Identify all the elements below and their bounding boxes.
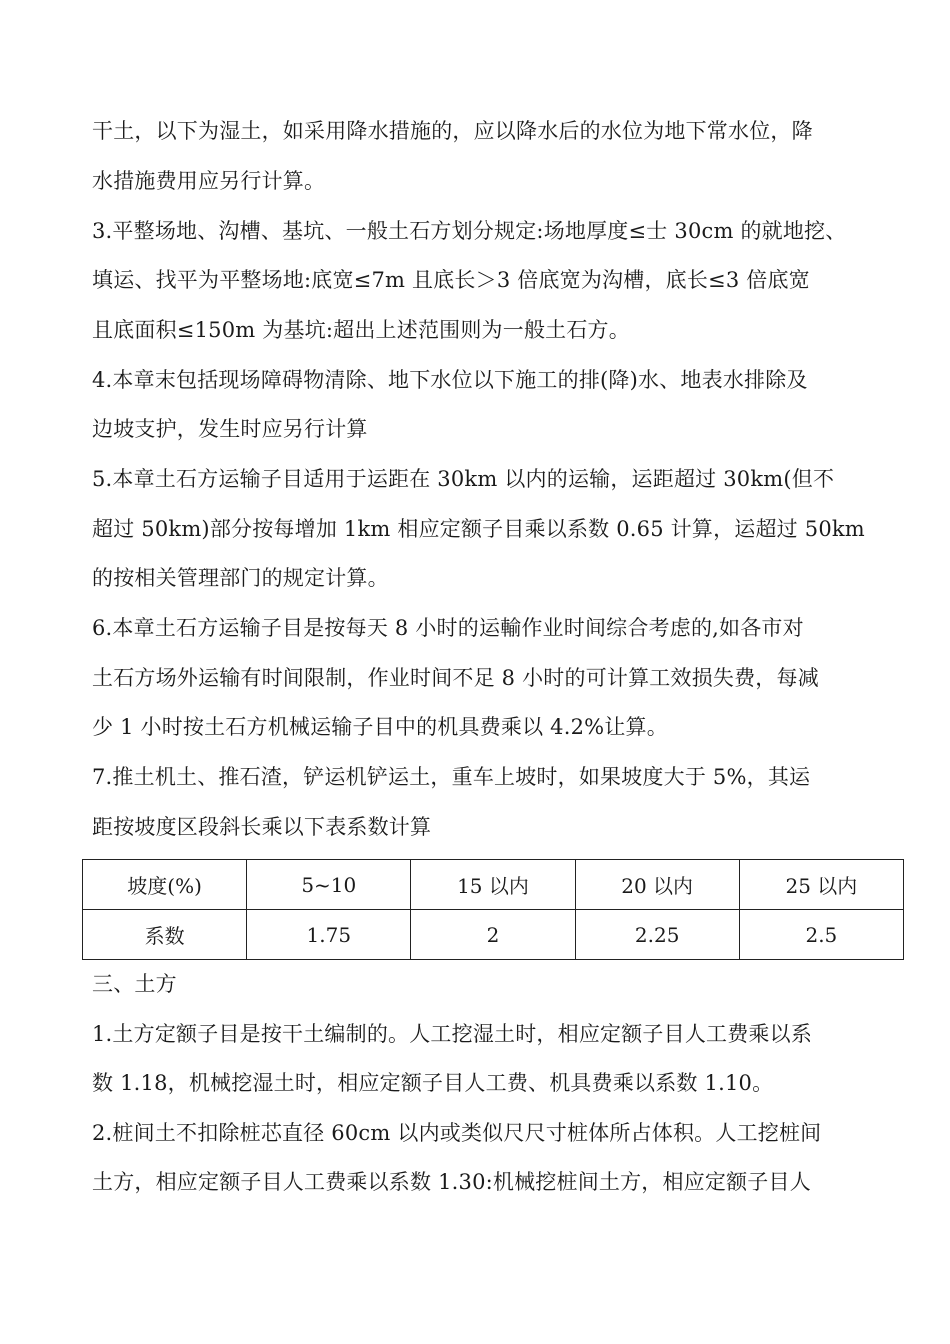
- paragraph-line: 少 1 小时按土石方机械运输子目中的机具费乘以 4.2%让算。: [92, 715, 668, 739]
- table-cell: 坡度(%): [83, 860, 247, 910]
- paragraph-line: 6.本章土石方运输子目是按每天 8 小时的运輸作业时间综合考虑的,如各市对: [92, 616, 804, 640]
- table-cell: 系数: [83, 910, 247, 960]
- table-cell: 20 以内: [575, 860, 739, 910]
- paragraph-line: 填运、找平为平整场地:底宽≤7m 且底长＞3 倍底宽为沟槽，底长≤3 倍底宽: [92, 268, 810, 292]
- slope-coefficient-table: [82, 859, 904, 960]
- table-cell: 2.5: [739, 910, 903, 960]
- paragraph-line: 7.推土机土、推石渣，铲运机铲运土，重车上坡时，如果坡度大于 5%，其运: [92, 765, 811, 789]
- paragraph-line: 1.土方定额子目是按干土编制的。人工挖湿土时，相应定额子目人工费乘以系: [92, 1022, 813, 1046]
- table-cell: 2.25: [575, 910, 739, 960]
- paragraph-line: 的按相关管理部门的规定计算。: [92, 566, 389, 590]
- paragraph-line: 土方，相应定额子目人工费乘以系数 1.30:机械挖桩间土方，相应定额子目人: [92, 1170, 811, 1194]
- paragraph-line: 水措施费用应另行计算。: [92, 169, 326, 193]
- table-cell: 25 以内: [739, 860, 903, 910]
- paragraph-line: 距按坡度区段斜长乘以下表系数计算: [92, 815, 432, 839]
- table-cell: 1.75: [247, 910, 411, 960]
- table-row: [83, 910, 904, 960]
- paragraph-line: 超过 50km)部分按每增加 1km 相应定额子目乘以系数 0.65 计算，运超过 50km: [92, 517, 865, 541]
- paragraph-line: 5.本章土石方运输子目适用于运距在 30km 以内的运输，运距超过 30km(但不: [92, 467, 835, 491]
- paragraph-line: 3.平整场地、沟槽、基坑、一般土石方划分规定:场地厚度≤士 30cm 的就地挖、: [92, 219, 847, 243]
- paragraph-line: 且底面积≤150m 为基坑:超出上述范围则为一般土石方。: [92, 318, 630, 342]
- section-heading: 三、土方: [92, 972, 177, 996]
- table-cell: 5~10: [247, 860, 411, 910]
- table-cell: 15 以内: [411, 860, 575, 910]
- paragraph-line: 边坡支护，发生时应另行计算: [92, 417, 368, 441]
- paragraph-line: 土石方场外运输有时间限制，作业时间不足 8 小时的可计算工效损失费，每减: [92, 666, 819, 690]
- paragraph-line: 2.桩间土不扣除桩芯直径 60cm 以内或类似尺尺寸桩体所占体积。人工挖桩间: [92, 1121, 822, 1145]
- table-row: [83, 860, 904, 910]
- paragraph-line: 干土，以下为湿土，如采用降水措施的，应以降水后的水位为地下常水位，降: [92, 119, 813, 143]
- paragraph-line: 4.本章末包括现场障碍物清除、地下水位以下施工的排(降)水、地表水排除及: [92, 368, 808, 392]
- paragraph-line: 数 1.18，机械挖湿土时，相应定额子目人工费、机具费乘以系数 1.10。: [92, 1071, 774, 1095]
- table-cell: 2: [411, 910, 575, 960]
